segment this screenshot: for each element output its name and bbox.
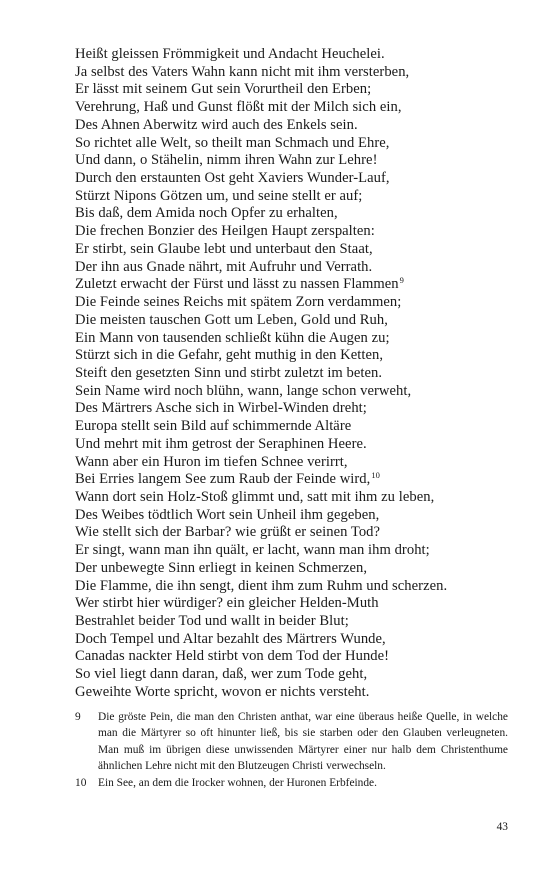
- poem-line: Heißt gleissen Frömmigkeit und Andacht Heuchelei.: [75, 46, 385, 62]
- footnote-number: 10: [75, 777, 87, 790]
- poem-line: Er lässt mit seinem Gut sein Vorurtheil den Erben;: [75, 81, 372, 98]
- poem-line: Des Weibes tödtlich Wort sein Unheil ihm gegeben,: [75, 506, 380, 523]
- poem-line: Geweihte Worte spricht, wovon er nichts versteht.: [75, 683, 370, 700]
- poem-line: Er singt, wann man ihn quält, er lacht, wann man ihm droht;: [75, 542, 430, 559]
- poem-line: Und dann, o Stähelin, nimm ihren Wahn zur Lehre!: [75, 152, 378, 169]
- poem-line: Wann dort sein Holz-Stoß glimmt und, satt mit ihm zu leben,: [75, 488, 435, 505]
- footnote-9: [75, 709, 508, 774]
- footnote-number: 9: [75, 711, 81, 723]
- poem-line: Er stirbt, sein Glaube lebt und unterbaut den Staat,: [75, 240, 373, 257]
- poem-line: Wann aber ein Huron im tiefen Schnee verirrt,: [75, 453, 348, 470]
- poem-line: Stürzt sich in die Gefahr, geht muthig in den Ketten,: [75, 347, 384, 364]
- poem-line: Des Ahnen Aberwitz wird auch des Enkels sein.: [75, 116, 358, 133]
- poem-line: Des Märtrers Asche sich in Wirbel-Winden dreht;: [75, 400, 367, 417]
- poem-line: Die Feinde seines Reichs mit spätem Zorn verdammen;: [75, 294, 402, 311]
- poem-line: [75, 471, 515, 489]
- poem-line: Wer stirbt hier würdiger? ein gleicher Helden-Muth: [75, 595, 379, 612]
- poem-line: Steift den gesetzten Sinn und stirbt zuletzt im beten.: [75, 364, 383, 381]
- poem-line: Doch Tempel und Altar bezahlt des Märtrers Wunde,: [75, 630, 386, 647]
- poem-line: So richtet alle Welt, so theilt man Schmach und Ehre,: [75, 134, 390, 151]
- poem-line: Die meisten tauschen Gott um Leben, Gold und Ruh,: [75, 311, 388, 328]
- poem-line: Bestrahlet beider Tod und wallt in beider Blut;: [75, 613, 349, 629]
- poem-line: Der unbewegte Sinn erliegt in keinen Schmerzen,: [75, 559, 368, 576]
- poem-line: Stürzt Nipons Götzen um, und seine stellt er auf;: [75, 187, 363, 204]
- poem-line: Ja selbst des Vaters Wahn kann nicht mit ihm versterben,: [75, 63, 410, 80]
- poem-line: Canadas nackter Held stirbt von dem Tod der Hunde!: [75, 648, 390, 665]
- poem-line: Der ihn aus Gnade nährt, mit Aufruhr und Verrath.: [75, 258, 373, 275]
- footnote-ref-10[interactable]: 10: [371, 470, 380, 481]
- footnote-ref-9[interactable]: 9: [399, 275, 404, 286]
- poem-line: [75, 276, 515, 294]
- poem-line: Durch den erstaunten Ost geht Xaviers Wunder-Lauf,: [75, 170, 390, 187]
- poem-line: Und mehrt mit ihm getrost der Seraphinen Heere.: [75, 435, 367, 452]
- poem-line: Bis daß, dem Amida noch Opfer zu erhalten,: [75, 205, 338, 222]
- poem-line: Die frechen Bonzier des Heilgen Haupt zerspalten:: [75, 223, 375, 240]
- poem-line: Sein Name wird noch blühn, wann, lange schon verweht,: [75, 382, 412, 399]
- poem-line: Verehrung, Haß und Gunst flößt mit der Milch sich ein,: [75, 99, 402, 116]
- poem-line: Die Flamme, die ihn sengt, dient ihm zum Ruhm und scherzen.: [75, 577, 448, 594]
- footnote-text: Ein See, an dem die Irocker wohnen, der Huronen Erbfeinde.: [98, 777, 377, 790]
- footnote-10: [75, 775, 508, 791]
- poem-line: So viel liegt dann daran, daß, wer zum Tode geht,: [75, 666, 368, 683]
- poem-line: Ein Mann von tausenden schließt kühn die Augen zu;: [75, 329, 390, 346]
- poem-line-text: Zuletzt erwacht der Fürst und lässt zu nassen Flammen: [75, 276, 399, 293]
- poem-line: Wie stellt sich der Barbar? wie grüßt er seinen Tod?: [75, 524, 381, 541]
- poem-text: [75, 46, 515, 702]
- page-number: 43: [496, 821, 508, 833]
- poem-line: Europa stellt sein Bild auf schimmernde Altäre: [75, 418, 352, 435]
- poem-line-text: Bei Erries langem See zum Raub der Feinde wird,: [75, 471, 371, 488]
- footnote-text: Die gröste Pein, die man den Christen anthat, war eine überaus heiße Quelle, in welche man die Märtyrer so oft hinunter ließ, bis sie starben oder den Glauben verleugneten. Man muß im übrigen diese unwissenden Märtyrer einer nur halb dem Christenthume ähnlichen Lehre nicht mit den Blutzeugen Christi verwechseln.: [98, 711, 508, 772]
- footnotes: [75, 709, 508, 792]
